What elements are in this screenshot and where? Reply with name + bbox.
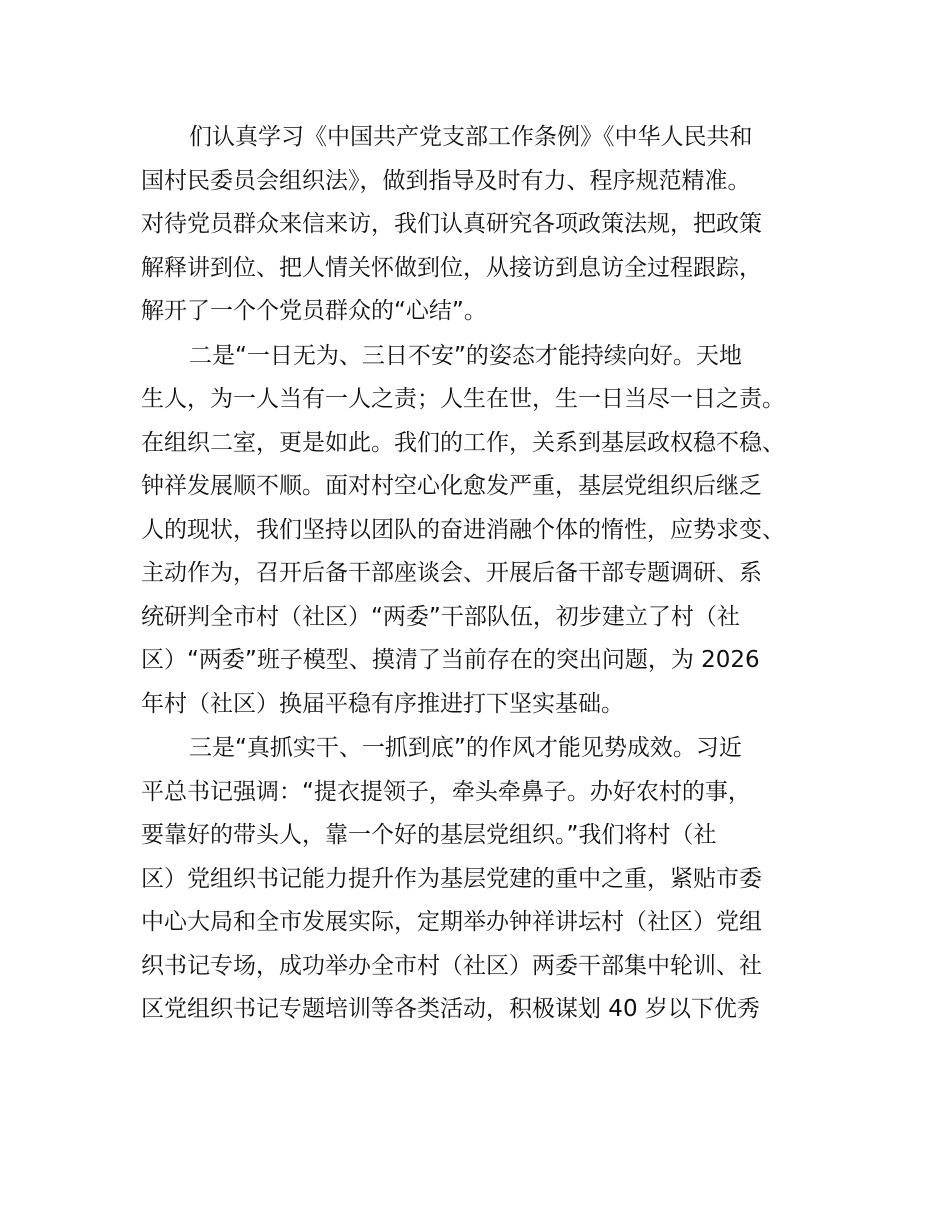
- text-line: 年村（社区）换届平稳有序推进打下坚实基础。: [141, 690, 624, 717]
- paragraph-3: [141, 727, 821, 1032]
- document-body: [141, 116, 821, 1033]
- text-line: 解释讲到位、把人情关怀做到位，从接访到息访全过程跟踪，: [141, 254, 762, 281]
- text-line: 区党组织书记专题培训等各类活动，积极谋划 40 岁以下优秀: [141, 996, 760, 1022]
- text-line: 区）党组织书记能力提升作为基层党建的重中之重，紧贴市委: [141, 865, 762, 892]
- text-line: 主动作为，召开后备干部座谈会、开展后备干部专题调研、系: [141, 560, 762, 586]
- paragraph-2: [141, 335, 821, 727]
- text-line: 区）“两委”班子模型、摸清了当前存在的突出问题，为 2026: [141, 647, 760, 673]
- text-line: 二是“一日无为、三日不安”的姿态才能持续向好。天地: [189, 342, 742, 369]
- text-line: 生人，为一人当有一人之责；人生在世，生一日当尽一日之责。: [141, 386, 785, 412]
- text-line: 织书记专场，成功举办全市村（社区）两委干部集中轮训、社: [141, 952, 762, 979]
- text-line: 要靠好的带头人，靠一个好的基层党组织。”我们将村（社: [141, 822, 717, 848]
- text-line: 平总书记强调：“提衣提领子，牵头牵鼻子。办好农村的事，: [141, 778, 751, 805]
- text-line: 中心大局和全市发展实际，定期举办钟祥讲坛村（社区）党组: [141, 909, 762, 935]
- text-line: 们认真学习《中国共产党支部工作条例》《中华人民共和: [189, 124, 753, 150]
- text-line: 解开了一个个党员群众的“心结”。: [141, 298, 487, 324]
- paragraph-1: [141, 116, 821, 334]
- text-line: 人的现状，我们坚持以团队的奋进消融个体的惰性，应势求变、: [141, 516, 785, 543]
- text-line: 钟祥发展顺不顺。面对村空心化愈发严重，基层党组织后继乏: [141, 473, 762, 499]
- text-line: 三是“真抓实干、一抓到底”的作风才能见势成效。习近: [189, 735, 742, 761]
- text-line: 对待党员群众来信来访，我们认真研究各项政策法规，把政策: [141, 211, 762, 237]
- text-line: 统研判全市村（社区）“两委”干部队伍，初步建立了村（社: [141, 603, 740, 630]
- text-line: 在组织二室，更是如此。我们的工作，关系到基层政权稳不稳、: [141, 429, 785, 456]
- text-line: 国村民委员会组织法》，做到指导及时有力、程序规范精准。: [141, 167, 751, 194]
